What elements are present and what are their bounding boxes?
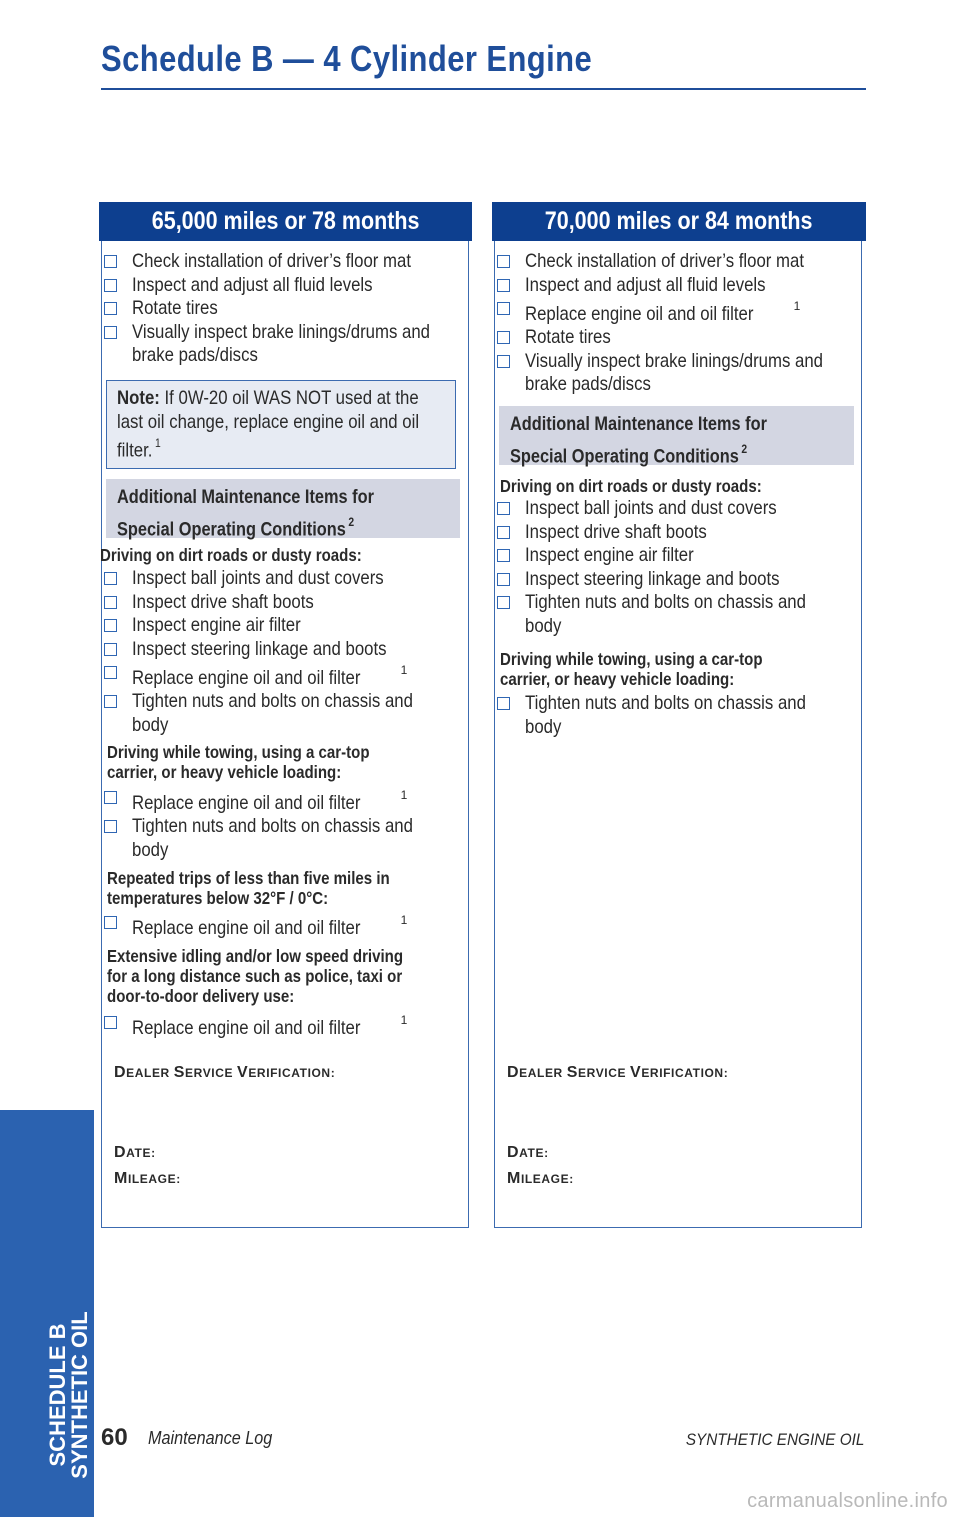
checklist-item-continuation: body <box>132 713 169 736</box>
footer-section-label: Maintenance Log <box>148 1428 273 1448</box>
right-cond-towing-heading: Driving while towing, using a car-top carrier, or heavy vehicle loading: <box>500 649 763 689</box>
checklist-item <box>495 521 852 545</box>
checkbox-icon[interactable] <box>104 255 117 268</box>
checkbox-icon[interactable] <box>104 326 117 339</box>
checklist-item-text: Replace engine oil and oil filter <box>132 791 361 814</box>
left-cond-short-trips-heading: Repeated trips of less than five miles in temperatures below 32°F / 0°C: <box>107 868 390 908</box>
checkbox-icon[interactable] <box>497 573 510 586</box>
checklist-item-continuation: brake pads/discs <box>132 344 258 366</box>
checklist-item-text: Inspect steering linkage and boots <box>525 567 780 590</box>
checklist-item-continuation: body <box>132 838 169 861</box>
checklist-item <box>495 497 852 521</box>
checklist-item <box>102 786 459 815</box>
checklist-item <box>495 350 872 397</box>
checklist-item-text: Visually inspect brake linings/drums and <box>525 349 823 372</box>
checklist-item-text: Check installation of driver’s floor mat <box>525 250 805 272</box>
checkbox-icon[interactable] <box>497 302 510 315</box>
checklist-item-text: Replace engine oil and oil filter <box>132 916 361 939</box>
checkbox-icon[interactable] <box>104 666 117 679</box>
checklist-item-text: Inspect ball joints and dust covers <box>132 567 384 589</box>
checklist-item-text: Tighten nuts and bolts on chassis and <box>132 690 413 712</box>
note-label: Note: <box>117 387 160 409</box>
checklist-item <box>102 614 459 638</box>
checkbox-icon[interactable] <box>497 502 510 515</box>
checkbox-icon[interactable] <box>497 355 510 368</box>
checkbox-icon[interactable] <box>104 619 117 632</box>
checkbox-icon[interactable] <box>104 916 117 929</box>
checklist-item-text: Tighten nuts and bolts on chassis and <box>132 815 413 837</box>
left-mileage-label: MILEAGE: <box>114 1170 181 1187</box>
left-cond-towing-list <box>102 786 459 862</box>
title-divider <box>101 88 866 90</box>
right-additional-items-heading: Additional Maintenance Items for Special Operating Conditions $^2$ <box>499 406 854 465</box>
checklist-item <box>102 638 459 662</box>
checklist-item-text: Replace engine oil and oil filter <box>132 1016 361 1039</box>
checklist-item <box>102 690 459 737</box>
checklist-item-text: Inspect drive shaft boots <box>525 520 707 543</box>
checklist-item <box>102 661 459 690</box>
page-number: 60 <box>101 1424 128 1451</box>
right-cond-towing-list <box>495 692 852 739</box>
checklist-item <box>102 1011 407 1040</box>
left-cond-dirt-roads-list <box>102 567 459 737</box>
checklist-item-text: Inspect steering linkage and boots <box>132 637 387 660</box>
checklist-item-text: Inspect drive shaft boots <box>132 590 314 613</box>
side-tab-label: SCHEDULE B SYNTHETIC OIL <box>45 1311 92 1479</box>
checklist-item-text: Tighten nuts and bolts on chassis and <box>525 692 806 714</box>
left-cond-idling-list <box>102 1011 407 1040</box>
checklist-item-continuation: body <box>525 614 562 637</box>
checkbox-icon[interactable] <box>104 820 117 833</box>
checklist-item <box>102 297 479 321</box>
note-box <box>106 380 456 469</box>
right-mileage-label: MILEAGE: <box>507 1170 574 1187</box>
checklist-item-text: Inspect engine air filter <box>132 614 301 636</box>
left-cond-towing-heading: Driving while towing, using a car-top carrier, or heavy vehicle loading: <box>107 742 370 782</box>
checklist-item <box>495 591 852 638</box>
checkbox-icon[interactable] <box>104 643 117 656</box>
right-cond-dirt-roads-list <box>495 497 852 638</box>
checklist-item-text: Rotate tires <box>132 297 218 319</box>
checklist-item-text: Inspect engine air filter <box>525 544 694 566</box>
checkbox-icon[interactable] <box>497 526 510 539</box>
checklist-item-continuation: body <box>525 715 562 738</box>
footnote-marker: 1 <box>400 1013 408 1027</box>
note-footnote: 1 <box>155 436 161 450</box>
checklist-item-text: Rotate tires <box>525 326 611 348</box>
right-date-label: DATE: <box>507 1144 549 1161</box>
checklist-item <box>102 274 479 298</box>
left-additional-items-heading: Additional Maintenance Items for Special Operating Conditions $^2$ <box>106 479 460 538</box>
checkbox-icon[interactable] <box>497 279 510 292</box>
left-cond-idling-heading: Extensive idling and/or low speed driving for a long distance such as police, taxi or door-to-door delivery use: <box>107 946 404 1006</box>
checklist-item-text: Replace engine oil and oil filter <box>525 302 754 325</box>
checklist-item <box>495 274 872 298</box>
checkbox-icon[interactable] <box>104 791 117 804</box>
checkbox-icon[interactable] <box>497 255 510 268</box>
footnote-marker: 1 <box>400 788 408 802</box>
checklist-item-text: Inspect and adjust all fluid levels <box>132 273 373 296</box>
checklist-item-text: Replace engine oil and oil filter <box>132 666 361 689</box>
checklist-item-text: Check installation of driver’s floor mat <box>132 250 412 272</box>
checklist-item <box>495 692 852 739</box>
checkbox-icon[interactable] <box>497 697 510 710</box>
checklist-item-text: Visually inspect brake linings/drums and <box>132 320 430 343</box>
checklist-item-text: Inspect ball joints and dust covers <box>525 497 777 519</box>
checklist-item <box>102 321 479 368</box>
checklist-item <box>495 326 872 350</box>
checkbox-icon[interactable] <box>497 549 510 562</box>
footnote-marker: 1 <box>400 663 408 677</box>
checkbox-icon[interactable] <box>497 331 510 344</box>
checkbox-icon[interactable] <box>497 596 510 609</box>
checklist-item <box>495 297 872 326</box>
checklist-item-text: Tighten nuts and bolts on chassis and <box>525 591 806 613</box>
checklist-item <box>102 250 479 274</box>
checkbox-icon[interactable] <box>104 695 117 708</box>
checklist-item <box>102 911 407 940</box>
right-cond-dirt-roads-heading: Driving on dirt roads or dusty roads: <box>500 476 762 496</box>
left-date-label: DATE: <box>114 1144 156 1161</box>
checklist-item <box>102 567 459 591</box>
note-text: If 0W-20 oil WAS NOT used at the last oil change, replace engine oil and oil filter. <box>117 387 420 462</box>
checkbox-icon[interactable] <box>104 572 117 585</box>
checklist-item-text: Inspect and adjust all fluid levels <box>525 273 766 296</box>
left-checklist <box>102 250 479 368</box>
footnote-marker: 1 <box>400 913 408 927</box>
left-dealer-verification-label: DEALER SERVICE VERIFICATION: <box>114 1064 336 1081</box>
footer-oil-type-label: SYNTHETIC ENGINE OIL <box>685 1430 864 1449</box>
checklist-item <box>495 568 852 592</box>
checklist-item <box>495 250 872 274</box>
checklist-item <box>102 591 459 615</box>
checkbox-icon[interactable] <box>104 1016 117 1029</box>
checklist-item-continuation: brake pads/discs <box>525 373 651 395</box>
right-column-header: 70,000 miles or 84 months <box>492 202 866 241</box>
checkbox-icon[interactable] <box>104 596 117 609</box>
checkbox-icon[interactable] <box>104 302 117 315</box>
checkbox-icon[interactable] <box>104 279 117 292</box>
watermark: carmanualsonline.info <box>747 1490 948 1512</box>
left-cond-short-trips-list <box>102 911 407 940</box>
footnote-marker: 1 <box>793 299 801 313</box>
left-column-header: 65,000 miles or 78 months <box>99 202 472 241</box>
checklist-item <box>102 815 459 862</box>
checklist-item <box>495 544 852 568</box>
page-title: Schedule B — 4 Cylinder Engine <box>101 38 593 79</box>
left-cond-dirt-roads-heading: Driving on dirt roads or dusty roads: <box>100 545 362 565</box>
right-checklist <box>495 250 872 397</box>
right-dealer-verification-label: DEALER SERVICE VERIFICATION: <box>507 1064 729 1081</box>
